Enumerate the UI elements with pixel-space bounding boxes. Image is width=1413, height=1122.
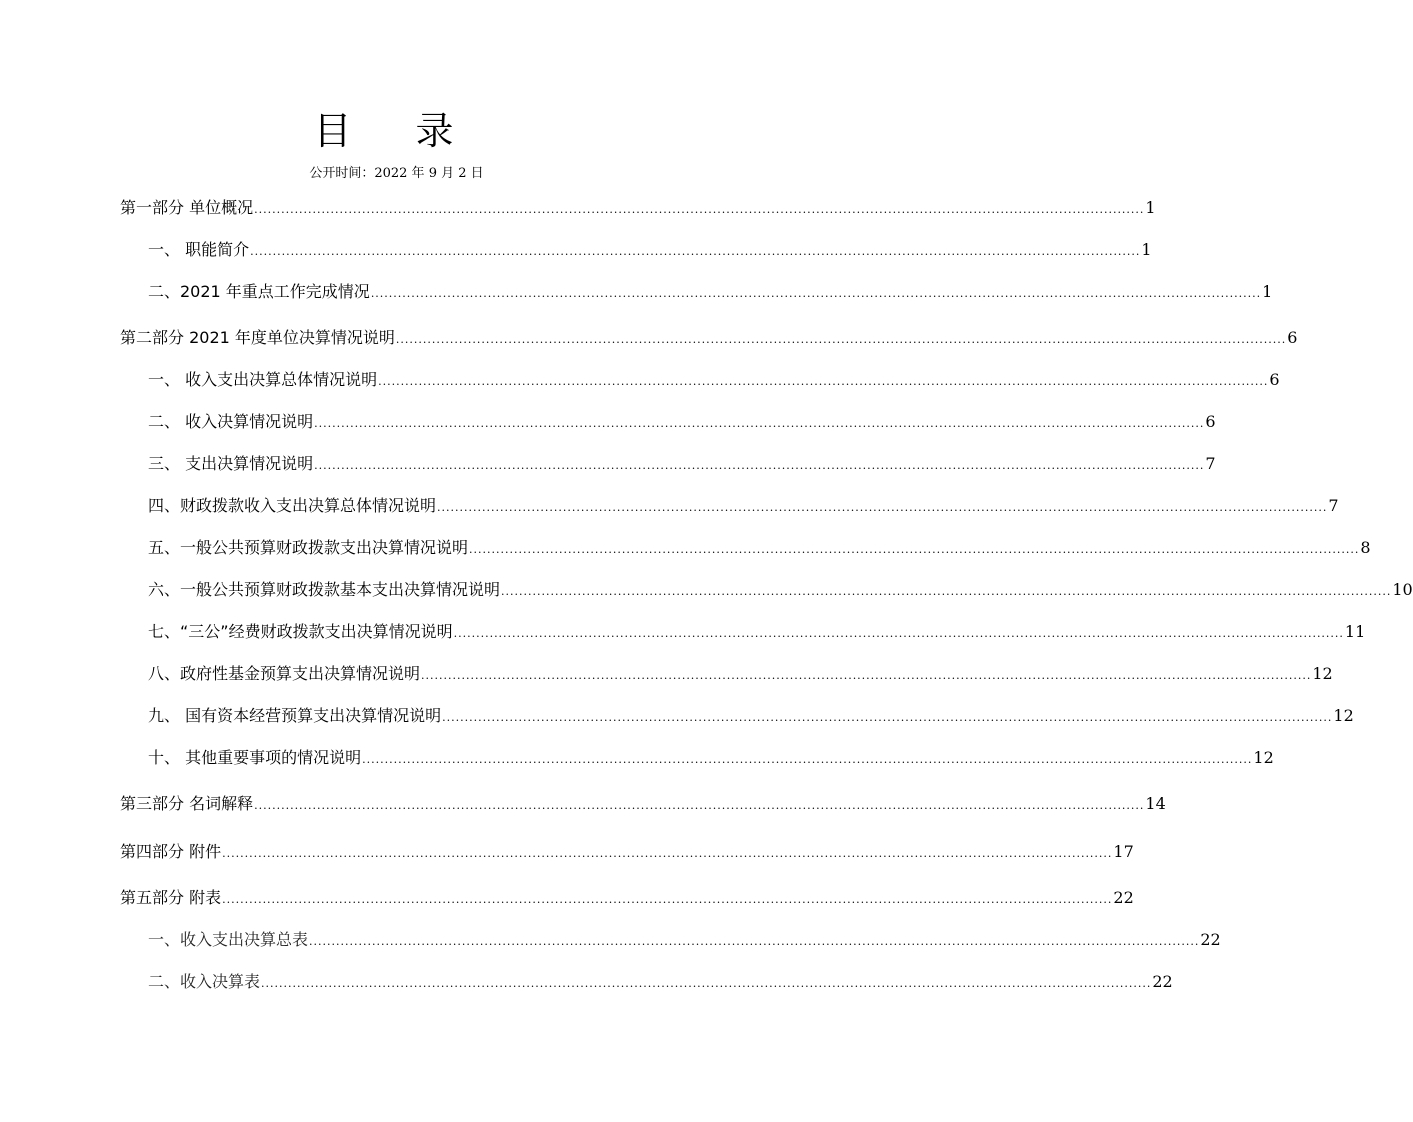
toc-leader-dots: ...................................................................................................................................................................................................... (362, 753, 1253, 766)
toc-leader-dots: ...................................................................................................................................................................................................... (469, 543, 1360, 556)
toc-leader-dots: ...................................................................................................................................................................................................... (437, 501, 1328, 514)
toc-entry-page: 6 (1269, 370, 1280, 389)
toc-entry-page: 7 (1205, 454, 1216, 473)
toc-entry[interactable] (148, 451, 1216, 477)
toc-entry[interactable] (148, 619, 1366, 645)
toc-entry[interactable] (120, 885, 1134, 911)
toc-entry-page: 1 (1262, 282, 1273, 301)
toc-entry-page: 1 (1145, 198, 1156, 217)
toc-entry[interactable] (148, 535, 1371, 561)
toc-entry-label: 一、 职能简介 (148, 240, 250, 259)
toc-entry-page: 8 (1360, 538, 1371, 557)
toc-entry-label: 第五部分 附表 (120, 888, 222, 907)
toc-entry-label: 一、收入支出决算总表 (148, 930, 309, 949)
toc-entry-page: 12 (1312, 664, 1333, 683)
toc-entry-label: 八、政府性基金预算支出决算情况说明 (148, 664, 421, 683)
toc-leader-dots: ...................................................................................................................................................................................................... (370, 287, 1262, 300)
toc-entry-page: 1 (1141, 240, 1152, 259)
toc-entry-label: 第二部分 2021 年度单位决算情况说明 (120, 328, 395, 347)
toc-entry-label: 四、财政拨款收入支出决算总体情况说明 (148, 496, 437, 515)
toc-entry-page: 12 (1333, 706, 1354, 725)
toc-entry[interactable] (148, 493, 1339, 519)
toc-entry[interactable] (120, 325, 1298, 351)
toc-entry-label: 第四部分 附件 (120, 842, 222, 861)
toc-entry[interactable] (120, 195, 1156, 221)
toc-entry-label: 九、 国有资本经营预算支出决算情况说明 (148, 706, 442, 725)
toc-entry-label: 二、2021 年重点工作完成情况 (148, 282, 370, 301)
page-title: 目 录 (313, 109, 480, 153)
toc-entry-page: 6 (1205, 412, 1216, 431)
toc-entry-page: 17 (1113, 842, 1134, 861)
toc-leader-dots: ...................................................................................................................................................................................................... (222, 847, 1113, 860)
toc-leader-dots: ...................................................................................................................................................................................................... (254, 203, 1145, 216)
toc-leader-dots: ...................................................................................................................................................................................................... (442, 711, 1333, 724)
toc-leader-dots: ...................................................................................................................................................................................................... (395, 333, 1287, 346)
toc-entry-label: 三、 支出决算情况说明 (148, 454, 314, 473)
toc-entry[interactable] (148, 969, 1173, 995)
toc-entry-page: 7 (1328, 496, 1339, 515)
toc-entry-page: 10 (1392, 580, 1413, 599)
toc-leader-dots: ...................................................................................................................................................................................................... (222, 893, 1113, 906)
toc-leader-dots: ...................................................................................................................................................................................................... (250, 245, 1141, 258)
toc-entry-page: 22 (1200, 930, 1221, 949)
toc-entry[interactable] (148, 661, 1333, 687)
toc-leader-dots: ...................................................................................................................................................................................................... (309, 935, 1200, 948)
publication-time: 公开时间：2022 年 9 月 2 日 (309, 166, 484, 181)
toc-entry-label: 六、一般公共预算财政拨款基本支出决算情况说明 (148, 580, 501, 599)
toc-leader-dots: ...................................................................................................................................................................................................... (314, 417, 1205, 430)
toc-entry[interactable] (120, 791, 1166, 817)
toc-leader-dots: ...................................................................................................................................................................................................... (261, 977, 1152, 990)
toc-entry-page: 22 (1152, 972, 1173, 991)
toc-entry-page: 6 (1287, 328, 1298, 347)
toc-entry-page: 14 (1145, 794, 1166, 813)
toc-entry-page: 12 (1253, 748, 1274, 767)
toc-entry[interactable] (148, 745, 1274, 771)
toc-entry-label: 第三部分 名词解释 (120, 794, 254, 813)
toc-leader-dots: ...................................................................................................................................................................................................... (314, 459, 1205, 472)
toc-entry[interactable] (148, 279, 1273, 305)
toc-leader-dots: ...................................................................................................................................................................................................... (254, 799, 1145, 812)
toc-entry-label: 二、收入决算表 (148, 972, 261, 991)
toc-entry[interactable] (148, 367, 1280, 393)
toc-entry-label: 二、 收入决算情况说明 (148, 412, 314, 431)
toc-leader-dots: ...................................................................................................................................................................................................... (453, 627, 1344, 640)
toc-entry[interactable] (148, 703, 1354, 729)
toc-entry-label: 七、“三公”经费财政拨款支出决算情况说明 (148, 622, 453, 641)
toc-entry[interactable] (120, 839, 1134, 865)
toc-leader-dots: ...................................................................................................................................................................................................... (501, 585, 1392, 598)
toc-entry-page: 11 (1344, 622, 1366, 641)
toc-entry[interactable] (148, 577, 1413, 603)
toc-entry-page: 22 (1113, 888, 1134, 907)
toc-leader-dots: ...................................................................................................................................................................................................... (378, 375, 1269, 388)
toc-entry[interactable] (148, 409, 1216, 435)
toc-entry-label: 一、 收入支出决算总体情况说明 (148, 370, 378, 389)
toc-entry-label: 第一部分 单位概况 (120, 198, 254, 217)
toc-entry[interactable] (148, 237, 1152, 263)
toc-leader-dots: ...................................................................................................................................................................................................... (421, 669, 1312, 682)
toc-entry-label: 五、一般公共预算财政拨款支出决算情况说明 (148, 538, 469, 557)
toc-entry-label: 十、 其他重要事项的情况说明 (148, 748, 362, 767)
toc-entry[interactable] (148, 927, 1221, 953)
